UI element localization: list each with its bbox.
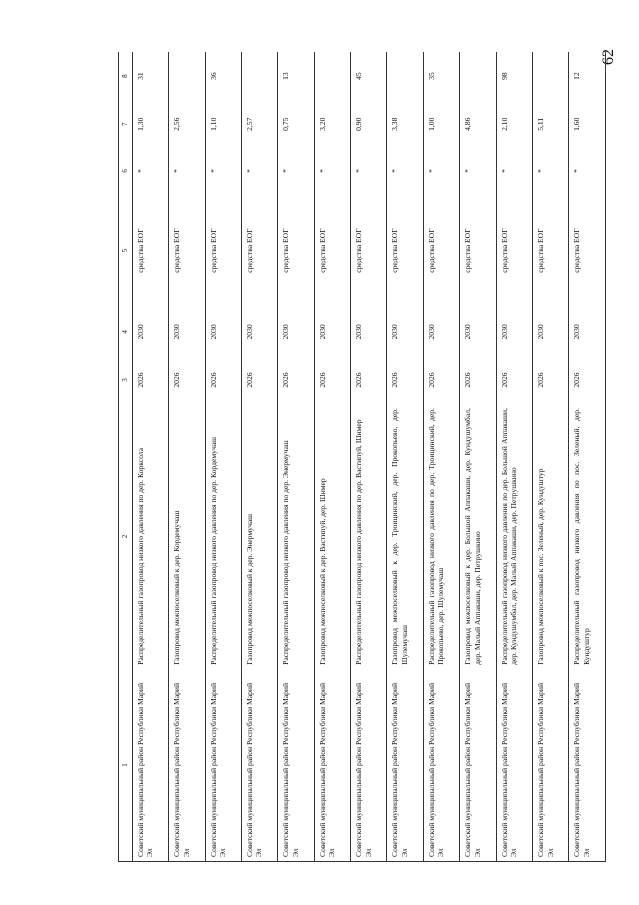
marker-cell: *	[314, 148, 350, 193]
object-name-cell: Распределительный газопровод низкого давления по дер. Большой Аппакаши, дер. Кундушумбал, дер. Малый Аппакаши, дер. Петрушкино	[496, 404, 532, 669]
length-cell: 3,20	[314, 100, 350, 148]
funding-source-cell: средства ЕОГ	[496, 193, 532, 307]
table-row	[460, 52, 496, 862]
column-header: 3	[119, 356, 133, 404]
funding-source-cell: средства ЕОГ	[533, 193, 569, 307]
end-year-cell: 2030	[278, 308, 314, 356]
count-cell: 36	[205, 52, 241, 100]
length-cell: 2,10	[496, 100, 532, 148]
count-cell	[387, 52, 423, 100]
object-name-cell: Газопровод межпоселковый к пос. Зеленый, дер. Кундуштур	[533, 404, 569, 669]
table-row	[314, 52, 350, 862]
end-year-cell: 2030	[314, 308, 350, 356]
count-cell: 98	[496, 52, 532, 100]
length-cell: 0,90	[351, 100, 387, 148]
start-year-cell: 2026	[423, 356, 459, 404]
count-cell	[241, 52, 277, 100]
region-cell: Советский муниципальный район Республики Марий Эл	[533, 669, 569, 862]
end-year-cell: 2030	[241, 308, 277, 356]
region-cell: Советский муниципальный район Республики Марий Эл	[241, 669, 277, 862]
marker-cell: *	[387, 148, 423, 193]
length-cell: 2,57	[241, 100, 277, 148]
end-year-cell: 2030	[569, 308, 606, 356]
region-cell: Советский муниципальный район Республики Марий Эл	[569, 669, 606, 862]
marker-cell: *	[169, 148, 205, 193]
start-year-cell: 2026	[278, 356, 314, 404]
object-name-cell: Газопровод межпоселковый к дер. Энермучаш	[241, 404, 277, 669]
start-year-cell: 2026	[387, 356, 423, 404]
column-header: 6	[119, 148, 133, 193]
rotated-table-wrapper	[118, 52, 606, 862]
table-row	[387, 52, 423, 862]
table-row	[351, 52, 387, 862]
end-year-cell: 2030	[169, 308, 205, 356]
count-cell: 35	[423, 52, 459, 100]
table-row	[423, 52, 459, 862]
funding-source-cell: средства ЕОГ	[314, 193, 350, 307]
count-cell: 31	[132, 52, 168, 100]
column-header: 8	[119, 52, 133, 100]
column-header: 4	[119, 308, 133, 356]
end-year-cell: 2030	[533, 308, 569, 356]
marker-cell: *	[351, 148, 387, 193]
marker-cell: *	[241, 148, 277, 193]
column-header: 5	[119, 193, 133, 307]
region-cell: Советский муниципальный район Республики Марий Эл	[169, 669, 205, 862]
marker-cell: *	[132, 148, 168, 193]
funding-source-cell: средства ЕОГ	[278, 193, 314, 307]
start-year-cell: 2026	[205, 356, 241, 404]
start-year-cell: 2026	[496, 356, 532, 404]
funding-source-cell: средства ЕОГ	[387, 193, 423, 307]
object-name-cell: Газопровод межпоселковый к дер. Кордемучаш	[169, 404, 205, 669]
length-cell: 1,30	[132, 100, 168, 148]
funding-source-cell: средства ЕОГ	[241, 193, 277, 307]
table-row	[205, 52, 241, 862]
region-cell: Советский муниципальный район Республики Марий Эл	[132, 669, 168, 862]
region-cell: Советский муниципальный район Республики Марий Эл	[205, 669, 241, 862]
funding-source-cell: средства ЕОГ	[423, 193, 459, 307]
length-cell: 1,60	[569, 100, 606, 148]
start-year-cell: 2026	[460, 356, 496, 404]
table-row	[496, 52, 532, 862]
start-year-cell: 2026	[351, 356, 387, 404]
funding-source-cell: средства ЕОГ	[132, 193, 168, 307]
region-cell: Советский муниципальный район Республики Марий Эл	[314, 669, 350, 862]
start-year-cell: 2026	[569, 356, 606, 404]
start-year-cell: 2026	[169, 356, 205, 404]
object-name-cell: Газопровод межпоселковый к дер. Троицинский, дер. Прокопьево, дер. Шулемучаш	[387, 404, 423, 669]
count-cell	[169, 52, 205, 100]
length-cell: 4,86	[460, 100, 496, 148]
end-year-cell: 2030	[351, 308, 387, 356]
length-cell: 0,75	[278, 100, 314, 148]
start-year-cell: 2026	[132, 356, 168, 404]
marker-cell: *	[423, 148, 459, 193]
table-header-row	[119, 52, 133, 862]
funding-source-cell: средства ЕОГ	[569, 193, 606, 307]
start-year-cell: 2026	[533, 356, 569, 404]
count-cell	[533, 52, 569, 100]
object-name-cell: Распределительный газопровод низкого давления по дер. Троицинский, дер. Прокопьево, дер. Шулемучаш	[423, 404, 459, 669]
region-cell: Советский муниципальный район Республики Марий Эл	[496, 669, 532, 862]
table-row	[169, 52, 205, 862]
table-row	[569, 52, 606, 862]
object-name-cell: Газопровод межпоселковый к дер. Большой Аппакаши, дер. Кундушумбал, дер. Малый Аппакаши, дер. Петрушкино	[460, 404, 496, 669]
region-cell: Советский муниципальный район Республики Марий Эл	[387, 669, 423, 862]
marker-cell: *	[205, 148, 241, 193]
region-cell: Советский муниципальный район Республики Марий Эл	[278, 669, 314, 862]
count-cell: 13	[278, 52, 314, 100]
object-name-cell: Распределительный газопровод низкого давления по дер. Корксола	[132, 404, 168, 669]
length-cell: 1,10	[205, 100, 241, 148]
end-year-cell: 2030	[205, 308, 241, 356]
length-cell: 2,56	[169, 100, 205, 148]
marker-cell: *	[496, 148, 532, 193]
end-year-cell: 2030	[387, 308, 423, 356]
funding-source-cell: средства ЕОГ	[169, 193, 205, 307]
table-row	[241, 52, 277, 862]
marker-cell: *	[278, 148, 314, 193]
table-row	[278, 52, 314, 862]
start-year-cell: 2026	[314, 356, 350, 404]
count-cell	[314, 52, 350, 100]
column-header: 7	[119, 100, 133, 148]
object-name-cell: Распределительный газопровод низкого давления по дер. Энермучаш	[278, 404, 314, 669]
funding-source-cell: средства ЕОГ	[460, 193, 496, 307]
end-year-cell: 2030	[423, 308, 459, 356]
end-year-cell: 2030	[132, 308, 168, 356]
region-cell: Советский муниципальный район Республики Марий Эл	[460, 669, 496, 862]
count-cell: 45	[351, 52, 387, 100]
column-header: 2	[119, 404, 133, 669]
page-number: 62	[600, 49, 617, 65]
marker-cell: *	[460, 148, 496, 193]
region-cell: Советский муниципальный район Республики Марий Эл	[423, 669, 459, 862]
region-cell: Советский муниципальный район Республики Марий Эл	[351, 669, 387, 862]
object-name-cell: Газопровод межпоселковый к дер. Вастипуй, дер. Шимер	[314, 404, 350, 669]
length-cell: 5,11	[533, 100, 569, 148]
funding-source-cell: средства ЕОГ	[205, 193, 241, 307]
object-name-cell: Распределительный газопровод низкого давления по дер. Вастипуй, Шимер	[351, 404, 387, 669]
end-year-cell: 2030	[460, 308, 496, 356]
object-name-cell: Распределительный газопровод низкого давления по дер. Кордемучаш	[205, 404, 241, 669]
table-row	[132, 52, 168, 862]
count-cell: 12	[569, 52, 606, 100]
table-row	[533, 52, 569, 862]
marker-cell: *	[569, 148, 606, 193]
start-year-cell: 2026	[241, 356, 277, 404]
marker-cell: *	[533, 148, 569, 193]
gas-pipeline-table	[118, 52, 606, 862]
length-cell: 1,00	[423, 100, 459, 148]
object-name-cell: Распределительный газопровод низкого давления по пос. Зеленый, дер. Кундуштур	[569, 404, 606, 669]
length-cell: 3,38	[387, 100, 423, 148]
column-header: 1	[119, 669, 133, 862]
funding-source-cell: средства ЕОГ	[351, 193, 387, 307]
table-body	[132, 52, 605, 862]
count-cell	[460, 52, 496, 100]
end-year-cell: 2030	[496, 308, 532, 356]
